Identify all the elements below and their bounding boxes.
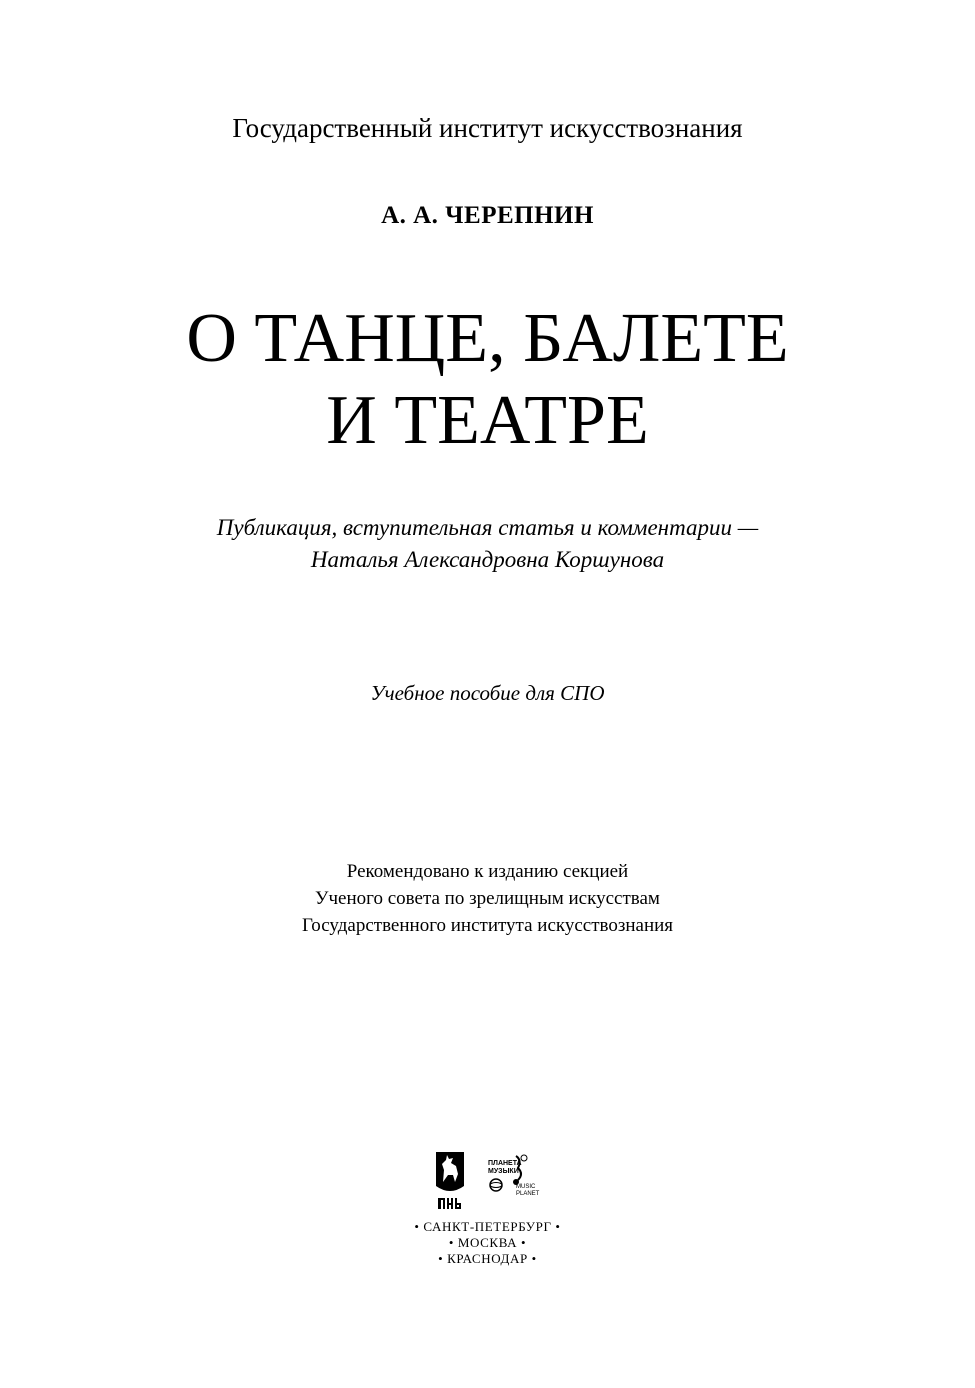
recommendation-line-3: Государственного института искусствознания xyxy=(301,915,674,936)
svg-text:PLANET: PLANET xyxy=(516,1191,540,1197)
svg-text:МУЗЫКИ: МУЗЫКИ xyxy=(488,1168,519,1175)
publisher-city-krasnodar: • КРАСНОДАР • xyxy=(438,1251,537,1266)
publication-credit-line-2: Наталья Александровна Коршунова xyxy=(310,547,665,572)
publisher-city-moscow: • МОСКВА • xyxy=(448,1235,527,1250)
edition-type: Учебное пособие для СПО xyxy=(370,681,605,705)
publisher-logo xyxy=(434,1148,546,1210)
publication-credit-line-1: Публикация, вступительная статья и комментарии — xyxy=(216,515,759,540)
book-title-line-2: И ТЕАТРЕ xyxy=(326,382,649,459)
publisher-city-saint-petersburg: • САНКТ-ПЕТЕРБУРГ • xyxy=(414,1219,561,1234)
lan-publisher-logo-icon xyxy=(434,1148,546,1210)
recommendation-line-1: Рекомендовано к изданию секцией xyxy=(346,861,629,882)
svg-text:MUSIC: MUSIC xyxy=(516,1184,536,1190)
institute-name: Государственный институт искусствознания xyxy=(232,113,743,143)
recommendation-line-2: Ученого совета по зрелищным искусствам xyxy=(315,888,660,909)
author-name: А. А. ЧЕРЕПНИН xyxy=(381,202,594,229)
svg-text:ПЛАНЕТА: ПЛАНЕТА xyxy=(488,1160,522,1167)
book-title-line-1: О ТАНЦЕ, БАЛЕТЕ xyxy=(186,300,789,377)
